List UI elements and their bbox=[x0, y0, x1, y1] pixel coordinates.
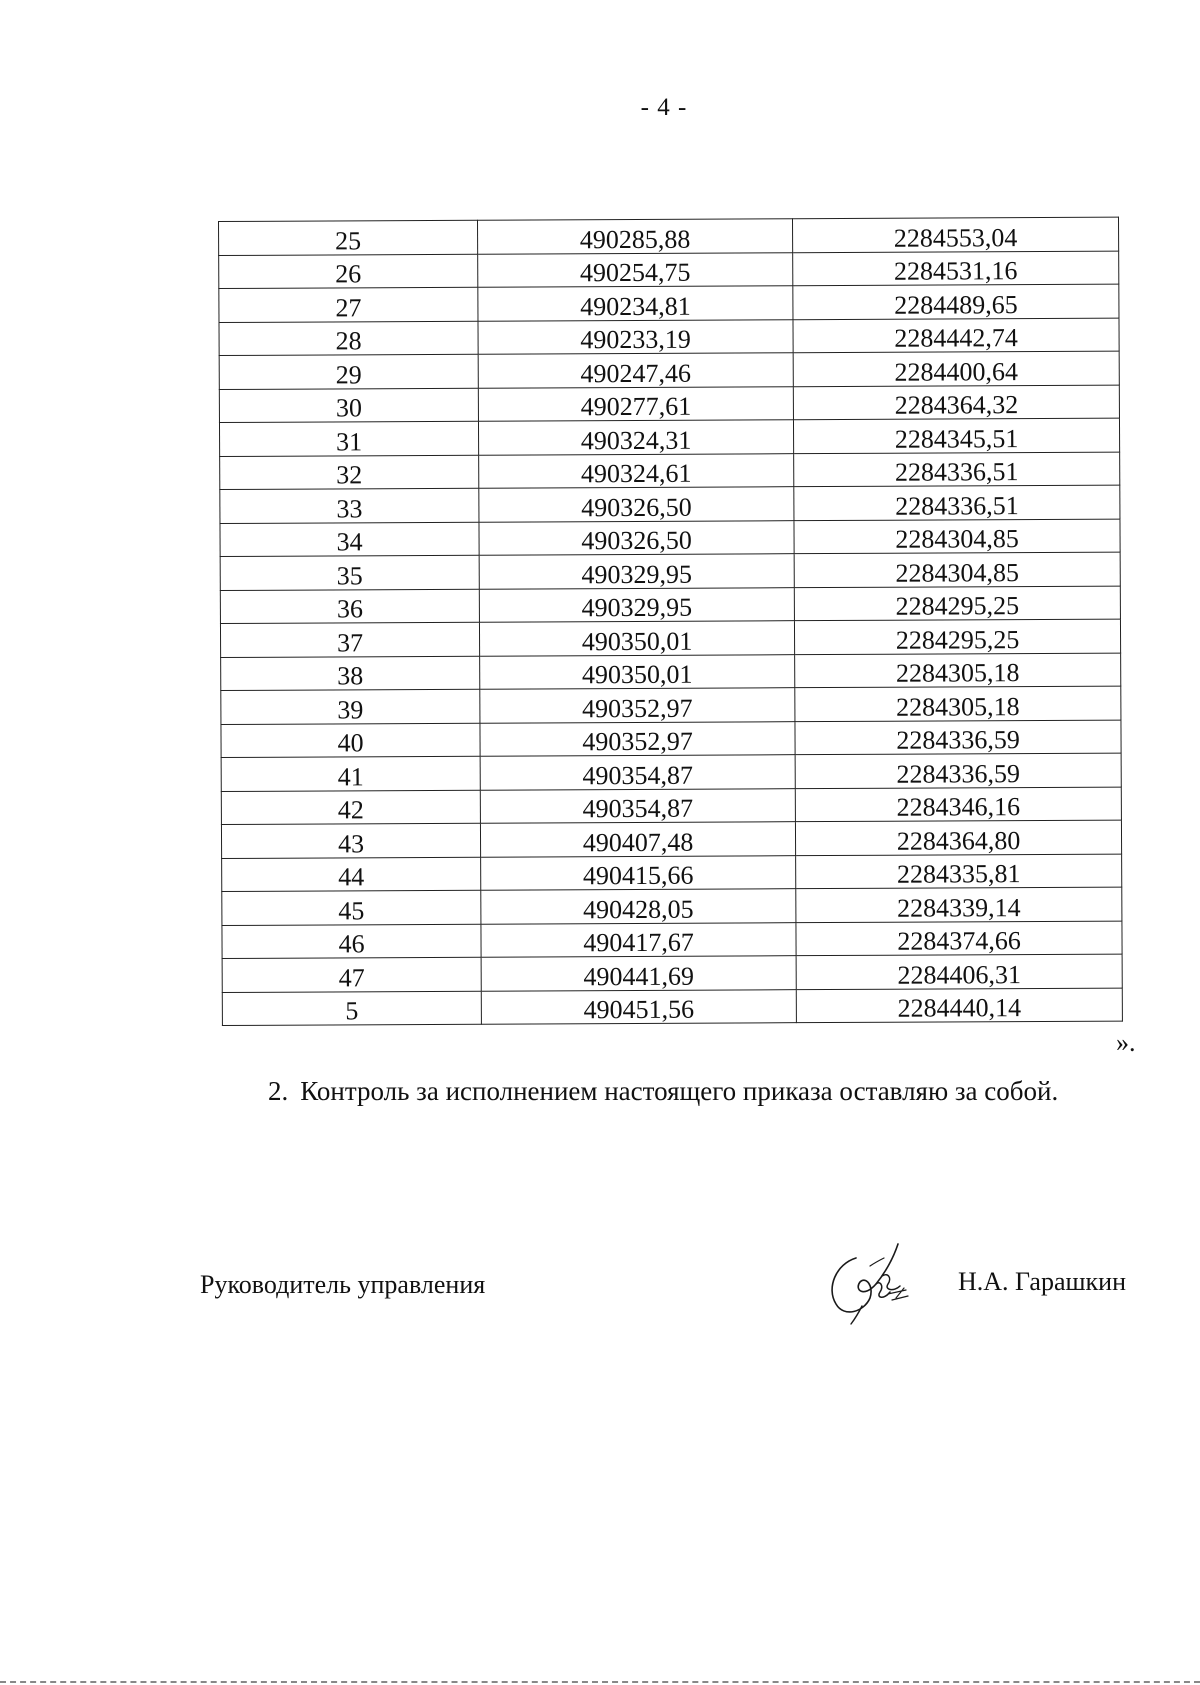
y-coordinate-cell: 2284304,85 bbox=[794, 519, 1120, 554]
paragraph-2 bbox=[268, 1076, 1058, 1107]
point-number-cell: 44 bbox=[222, 857, 481, 892]
paragraph-number: 2. bbox=[268, 1076, 289, 1106]
table-row bbox=[219, 284, 1119, 322]
x-coordinate-cell: 490326,50 bbox=[479, 520, 794, 555]
y-coordinate-cell: 2284335,81 bbox=[796, 854, 1122, 889]
x-coordinate-cell: 490233,19 bbox=[478, 319, 793, 354]
x-coordinate-cell: 490350,01 bbox=[480, 654, 795, 689]
y-coordinate-cell: 2284295,25 bbox=[794, 619, 1120, 654]
point-number-cell: 46 bbox=[222, 924, 481, 959]
point-number-cell: 26 bbox=[219, 254, 478, 289]
x-coordinate-cell: 490254,75 bbox=[478, 252, 793, 287]
coordinates-table bbox=[218, 217, 1123, 1026]
table-row bbox=[221, 720, 1121, 758]
point-number-cell: 42 bbox=[221, 790, 480, 825]
y-coordinate-cell: 2284364,32 bbox=[793, 385, 1119, 420]
y-coordinate-cell: 2284339,14 bbox=[796, 887, 1122, 922]
y-coordinate-cell: 2284346,16 bbox=[795, 787, 1121, 822]
table-row bbox=[222, 887, 1122, 925]
x-coordinate-cell: 490324,31 bbox=[478, 420, 793, 455]
paragraph-text: Контроль за исполнением настоящего приказа оставляю за собой. bbox=[300, 1076, 1059, 1106]
point-number-cell: 35 bbox=[220, 555, 479, 590]
table-row bbox=[219, 385, 1119, 423]
x-coordinate-cell: 490329,95 bbox=[479, 587, 794, 622]
x-coordinate-cell: 490277,61 bbox=[478, 386, 793, 421]
table-row bbox=[219, 217, 1119, 255]
x-coordinate-cell: 490324,61 bbox=[479, 453, 794, 488]
y-coordinate-cell: 2284489,65 bbox=[793, 284, 1119, 319]
table-row bbox=[220, 586, 1120, 624]
table-row bbox=[220, 452, 1120, 490]
x-coordinate-cell: 490352,97 bbox=[480, 721, 795, 756]
y-coordinate-cell: 2284345,51 bbox=[793, 418, 1119, 453]
point-number-cell: 34 bbox=[220, 522, 479, 557]
x-coordinate-cell: 490326,50 bbox=[479, 487, 794, 522]
closing-quote: ». bbox=[1116, 1028, 1136, 1057]
table-row bbox=[221, 686, 1121, 724]
point-number-cell: 47 bbox=[222, 957, 481, 992]
point-number-cell: 25 bbox=[219, 220, 478, 255]
table-row bbox=[219, 351, 1119, 389]
y-coordinate-cell: 2284374,66 bbox=[796, 921, 1122, 956]
table-row bbox=[221, 820, 1121, 858]
y-coordinate-cell: 2284400,64 bbox=[793, 351, 1119, 386]
x-coordinate-cell: 490407,48 bbox=[480, 822, 795, 857]
table-row bbox=[221, 653, 1121, 691]
point-number-cell: 27 bbox=[219, 287, 478, 322]
point-number-cell: 31 bbox=[219, 421, 478, 456]
table-row bbox=[220, 552, 1120, 590]
x-coordinate-cell: 490417,67 bbox=[481, 922, 796, 957]
point-number-cell: 39 bbox=[221, 689, 480, 724]
x-coordinate-cell: 490329,95 bbox=[479, 554, 794, 589]
point-number-cell: 43 bbox=[221, 823, 480, 858]
table-row bbox=[219, 318, 1119, 356]
bottom-scan-edge bbox=[0, 1681, 1200, 1683]
table-row bbox=[222, 954, 1122, 992]
x-coordinate-cell: 490415,66 bbox=[481, 855, 796, 890]
table-row bbox=[222, 988, 1122, 1026]
point-number-cell: 5 bbox=[222, 991, 481, 1026]
point-number-cell: 29 bbox=[219, 354, 478, 389]
x-coordinate-cell: 490441,69 bbox=[481, 956, 796, 991]
point-number-cell: 33 bbox=[220, 488, 479, 523]
y-coordinate-cell: 2284336,59 bbox=[795, 720, 1121, 755]
table-row bbox=[220, 519, 1120, 557]
table-row bbox=[222, 921, 1122, 959]
table-row bbox=[221, 753, 1121, 791]
y-coordinate-cell: 2284336,59 bbox=[795, 753, 1121, 788]
x-coordinate-cell: 490285,88 bbox=[477, 219, 792, 254]
y-coordinate-cell: 2284553,04 bbox=[792, 217, 1118, 252]
table-row bbox=[219, 251, 1119, 289]
table-row bbox=[222, 854, 1122, 892]
table-row bbox=[219, 418, 1119, 456]
x-coordinate-cell: 490247,46 bbox=[478, 353, 793, 388]
point-number-cell: 38 bbox=[221, 656, 480, 691]
point-number-cell: 28 bbox=[219, 321, 478, 356]
y-coordinate-cell: 2284304,85 bbox=[794, 552, 1120, 587]
point-number-cell: 40 bbox=[221, 723, 480, 758]
x-coordinate-cell: 490354,87 bbox=[480, 788, 795, 823]
signature-icon bbox=[818, 1236, 918, 1326]
point-number-cell: 36 bbox=[220, 589, 479, 624]
y-coordinate-cell: 2284305,18 bbox=[795, 686, 1121, 721]
page-number: - 4 - bbox=[640, 94, 688, 121]
x-coordinate-cell: 490352,97 bbox=[480, 688, 795, 723]
signatory-position: Руководитель управления bbox=[200, 1270, 486, 1299]
x-coordinate-cell: 490451,56 bbox=[481, 989, 796, 1024]
table-row bbox=[221, 787, 1121, 825]
point-number-cell: 45 bbox=[222, 890, 481, 925]
table-row bbox=[220, 485, 1120, 523]
y-coordinate-cell: 2284364,80 bbox=[795, 820, 1121, 855]
x-coordinate-cell: 490354,87 bbox=[480, 755, 795, 790]
y-coordinate-cell: 2284440,14 bbox=[796, 988, 1122, 1023]
y-coordinate-cell: 2284336,51 bbox=[794, 452, 1120, 487]
signatory-name: Н.А. Гарашкин bbox=[958, 1267, 1126, 1296]
x-coordinate-cell: 490234,81 bbox=[478, 286, 793, 321]
y-coordinate-cell: 2284406,31 bbox=[796, 954, 1122, 989]
point-number-cell: 41 bbox=[221, 756, 480, 791]
x-coordinate-cell: 490350,01 bbox=[479, 621, 794, 656]
y-coordinate-cell: 2284305,18 bbox=[795, 653, 1121, 688]
table-row bbox=[220, 619, 1120, 657]
point-number-cell: 30 bbox=[219, 388, 478, 423]
point-number-cell: 32 bbox=[220, 455, 479, 490]
x-coordinate-cell: 490428,05 bbox=[481, 889, 796, 924]
y-coordinate-cell: 2284336,51 bbox=[794, 485, 1120, 520]
y-coordinate-cell: 2284442,74 bbox=[793, 318, 1119, 353]
y-coordinate-cell: 2284295,25 bbox=[794, 586, 1120, 621]
point-number-cell: 37 bbox=[220, 622, 479, 657]
y-coordinate-cell: 2284531,16 bbox=[793, 251, 1119, 286]
coordinates-table-body bbox=[219, 217, 1123, 1025]
